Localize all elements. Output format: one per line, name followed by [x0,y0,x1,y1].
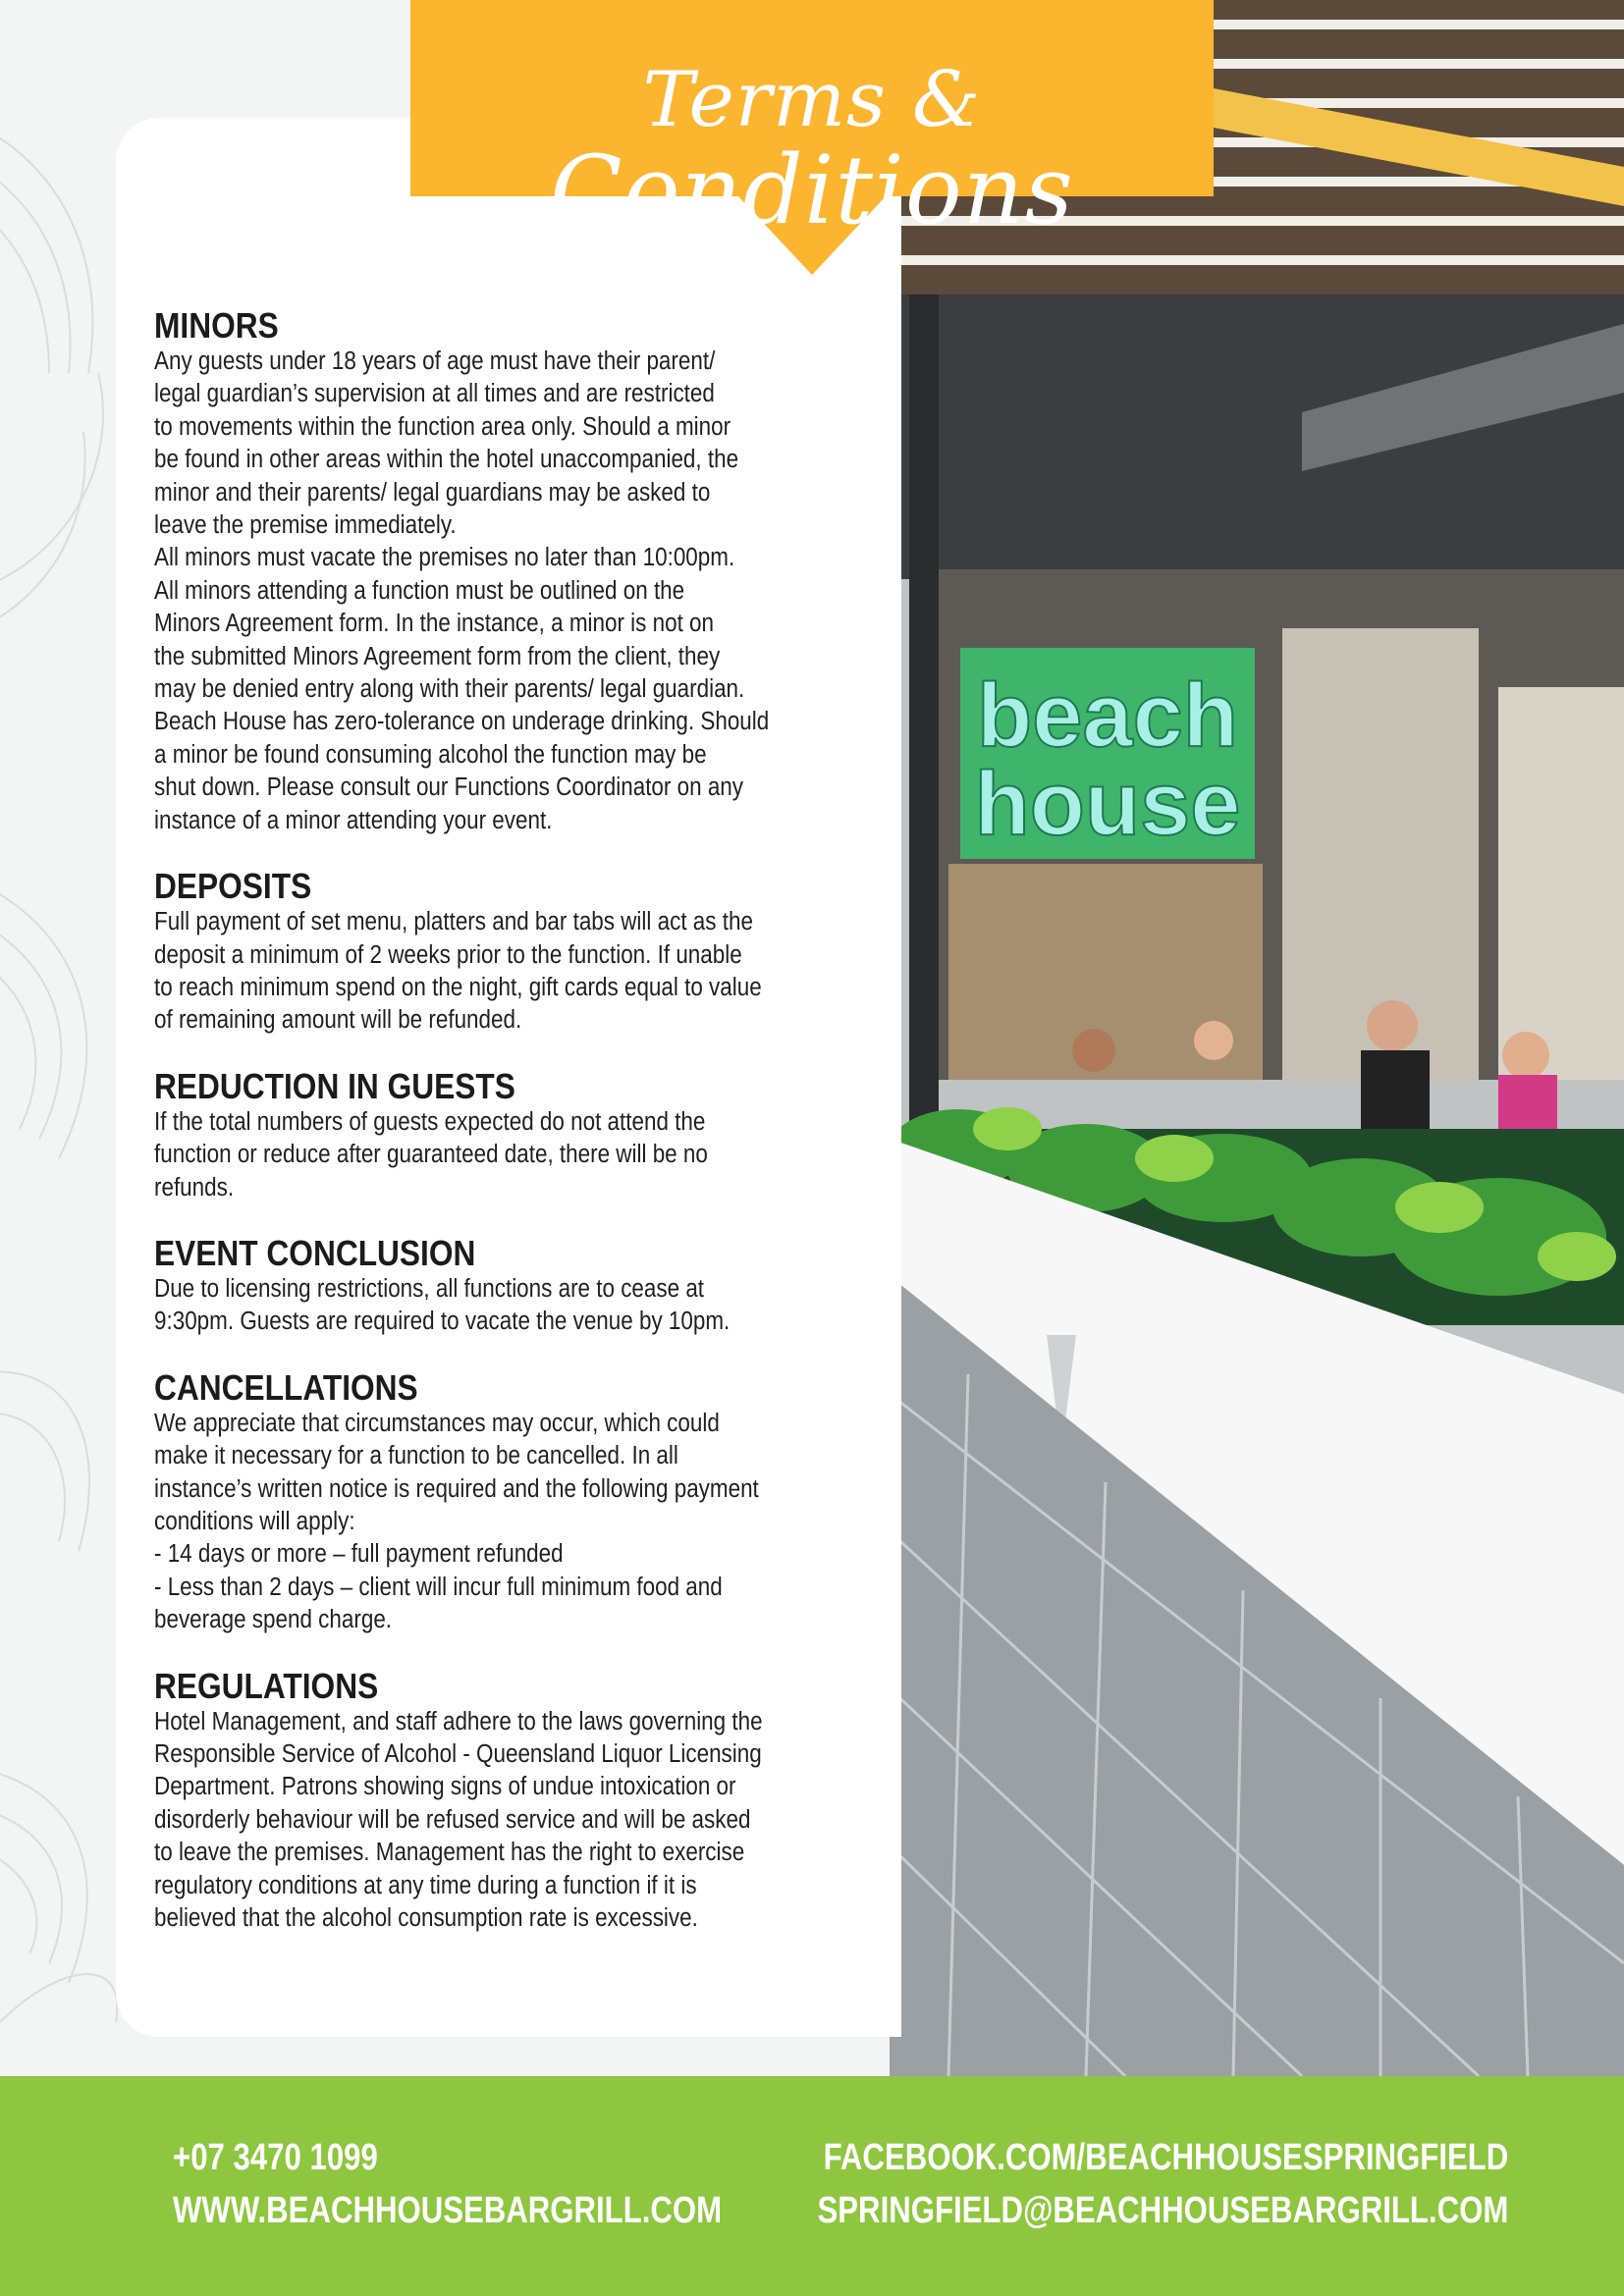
section-minors [154,306,861,837]
terms-content [154,306,861,1964]
section-body: If the total numbers of guests expected do not attend the function or reduce after guaranteed date, there will be no refunds. [154,1107,708,1201]
email-link[interactable]: SPRINGFIELD@BEACHHOUSEBARGRILL.COM [817,2190,1508,2231]
section-reduction-in-guests [154,1067,861,1204]
section-heading: MINORS [154,305,279,346]
sign-text-beach: beach [977,666,1238,766]
section-heading: REGULATIONS [154,1665,379,1706]
venue-photo [890,0,1624,2076]
title-line-2: Conditions [550,135,1074,245]
footer-contact-left [173,2131,722,2237]
page-title [410,56,1214,245]
section-body: We appreciate that circumstances may occur, which could make it necessary for a function to be cancelled. In all instance’s written notice is required and the following payment conditions will apply: - 14 days or more – full payment refunded - Less than 2 days – client will incur full minimum food and beverage spend charge. [154,1409,759,1634]
website-link[interactable]: WWW.BEACHHOUSEBARGRILL.COM [173,2190,723,2231]
section-cancellations [154,1368,861,1637]
section-heading: EVENT CONCLUSION [154,1232,476,1273]
phone-number[interactable]: +07 3470 1099 [173,2137,378,2178]
sign-text-house: house [974,754,1241,854]
section-event-conclusion [154,1234,861,1339]
facebook-link[interactable]: FACEBOOK.COM/BEACHHOUSESPRINGFIELD [823,2137,1508,2178]
section-body: Any guests under 18 years of age must have their parent/ legal guardian’s supervision at all times and are restricted to movements within the function area only. Should a minor be found in other areas within the hotel unaccompanied, the minor and their parents/ legal guardians may be asked to leave the premise immediately. All minors must vacate the premises no later than 10:00pm. All minors attending a function must be outlined on the Minors Agreement form. In the instance, a minor is not on the submitted Minors Agreement form from the client, they may be denied entry along with their parents/ legal guardian. Beach House has zero-tolerance on underage drinking. Should a minor be found consuming alcohol the function may be shut down. Please consult our Functions Coordinator on any instance of a minor attending your event. [154,347,770,834]
title-line-1: Terms & [642,56,982,144]
section-body: Full payment of set menu, platters and bar tabs will act as the deposit a minimum of 2 weeks prior to the function. If unable to reach minimum spend on the night, gift cards equal to value of remaining amount will be refunded. [154,908,762,1035]
section-deposits [154,867,861,1038]
section-heading: REDUCTION IN GUESTS [154,1065,515,1106]
section-heading: CANCELLATIONS [154,1366,418,1408]
footer [0,2076,1624,2296]
section-body: Hotel Management, and staff adhere to the laws governing the Responsible Service of Alcohol - Queensland Liquor Licensing Department. Patrons showing signs of undue intoxication or disorderly behaviour will be refused service and will be asked to leave the premises. Management has the right to exercise regulatory conditions at any time during a function if it is believed that the alcohol consumption rate is excessive. [154,1707,763,1933]
section-heading: DEPOSITS [154,866,312,907]
section-body: Due to licensing restrictions, all functions are to cease at 9:30pm. Guests are required to vacate the venue by 10pm. [154,1274,731,1336]
footer-contact-right [817,2131,1508,2237]
section-regulations [154,1667,861,1936]
